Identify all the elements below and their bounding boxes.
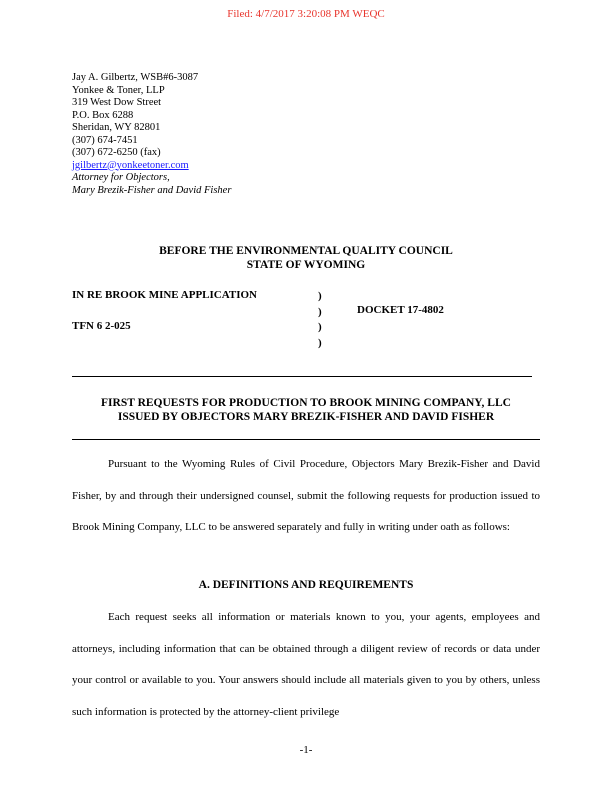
email-link[interactable]: jgilbertz@yonkeetoner.com	[72, 159, 189, 171]
city-state-zip: Sheridan, WY 82801	[72, 122, 161, 133]
court-heading	[0, 244, 612, 272]
attorney-name: Jay A. Gilbertz, WSB#6-3087	[72, 72, 199, 83]
title-line1: FIRST REQUESTS FOR PRODUCTION TO BROOK MINING COMPANY, LLC	[101, 397, 511, 409]
section-heading: A. DEFINITIONS AND REQUIREMENTS	[198, 579, 414, 591]
title-rule	[72, 439, 540, 440]
filed-stamp: Filed: 4/7/2017 3:20:08 PM WEQC	[227, 8, 385, 20]
street-address: 319 West Dow Street	[72, 97, 162, 108]
attorney-role: Attorney for Objectors,	[72, 172, 170, 183]
clients: Mary Brezik-Fisher and David Fisher	[72, 184, 232, 196]
definitions-text: Each request seeks all information or materials known to you, your agents, employees and attorneys, including information that can be obtained through a diligent review of records or data under your control or available to you. Your answers should include all materials given to you by others, unless such information is protected by the attorney-client privilege	[72, 611, 540, 718]
page-number: -1-	[299, 744, 313, 756]
court-name: BEFORE THE ENVIRONMENTAL QUALITY COUNCIL	[159, 245, 453, 257]
court-state: STATE OF WYOMING	[246, 259, 366, 271]
attorney-block	[72, 72, 231, 197]
title-line2: ISSUED BY OBJECTORS MARY BREZIK-FISHER AND DAVID FISHER	[117, 411, 495, 423]
document-title	[0, 396, 612, 424]
docket-number: DOCKET 17-4802	[357, 304, 444, 316]
phone: (307) 674-7451	[72, 134, 138, 146]
intro-paragraph	[72, 449, 540, 544]
po-box: P.O. Box 6288	[72, 109, 134, 121]
case-matter-line2: TFN 6 2-025	[72, 320, 131, 332]
definitions-paragraph	[72, 602, 540, 728]
case-matter-line1: IN RE BROOK MINE APPLICATION	[72, 289, 257, 301]
caption-parens: ) ) ) )	[318, 290, 322, 349]
intro-text: Pursuant to the Wyoming Rules of Civil Procedure, Objectors Mary Brezik-Fisher and David Fisher, by and through their undersigned counsel, submit the following requests for production issued to Brook Mining Company, LLC to be answered separately and fully in writing under oath as follows:	[72, 458, 540, 533]
fax: (307) 672-6250 (fax)	[72, 147, 161, 158]
firm-name: Yonkee & Toner, LLP	[72, 84, 165, 96]
caption-rule	[72, 376, 532, 377]
